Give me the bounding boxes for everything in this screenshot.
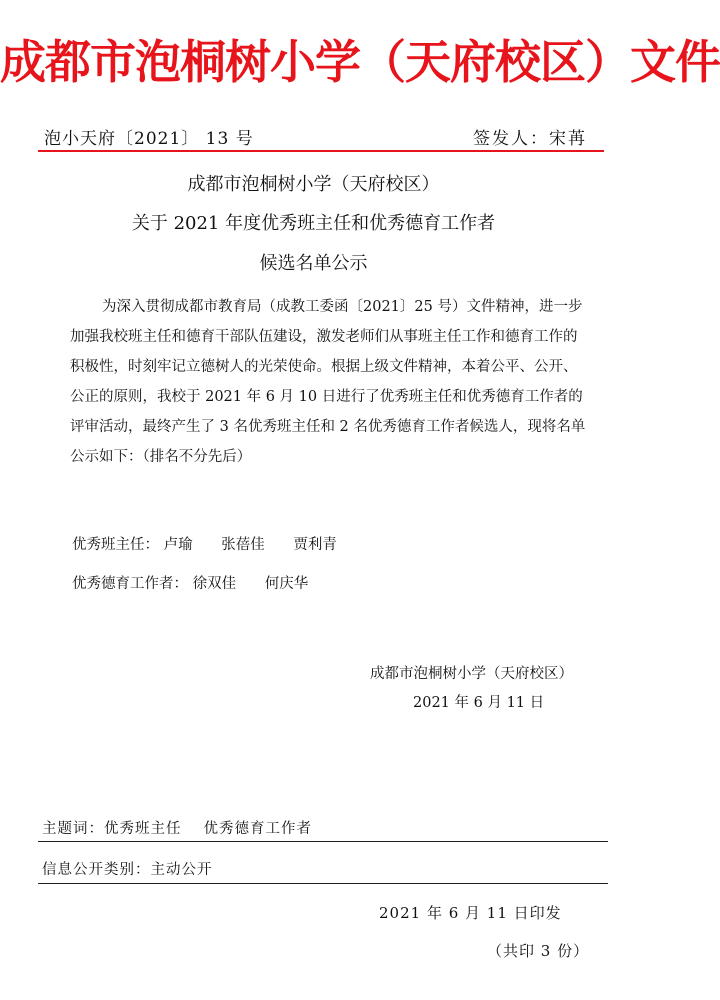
candidate-name: 卢瑜 <box>163 537 193 553</box>
signature-organization: 成都市泡桐树小学（天府校区） <box>370 666 573 682</box>
print-date: 2021 年 6 月 11 日印发 <box>379 904 562 922</box>
document-number: 泡小天府〔2021〕 13 号 <box>44 129 254 149</box>
candidate-name: 张蓓佳 <box>221 537 265 553</box>
notice-title-line-3: 候选名单公示 <box>259 253 368 274</box>
issuer: 签发人：宋苒 <box>473 129 587 149</box>
candidate-name: 贾利青 <box>293 537 337 553</box>
document-header-title: 成都市泡桐树小学（天府校区）文件 <box>0 35 720 89</box>
header-red-rule <box>38 150 604 152</box>
print-copies: （共印 3 份） <box>487 942 590 960</box>
notice-title-line-2: 关于 2021 年度优秀班主任和优秀德育工作者 <box>131 213 496 234</box>
keywords-label: 主题词： <box>42 821 104 837</box>
keyword: 优秀班主任 <box>104 821 182 837</box>
notice-body-text: 为深入贯彻成都市教育局（成教工委函〔2021〕25 号）文件精神，进一步加强我校班主任和德育干部队伍建设，激发老师们从事班主任工作和德育工作的积极性，时刻牢记立德树人的光荣使命。根据上级文件精神，本着公平、公开、公正的原则，我校于 2021 年 6 月 10 日进行了优秀班主任和优秀德育工作者的评审活动，最终产生了 3 名优秀班主任和 2 名优秀德育工作者候选人，现将名单公示如下：（排名不分先后） <box>70 299 586 465</box>
footer-divider <box>38 841 608 842</box>
disclosure-category: 信息公开类别：主动公开 <box>42 862 213 878</box>
notice-title-line-1: 成都市泡桐树小学（天府校区） <box>187 174 440 195</box>
candidate-list-teachers <box>72 533 361 554</box>
candidate-name: 何庆华 <box>264 576 309 592</box>
candidate-label-teachers: 优秀班主任： <box>72 537 159 553</box>
candidate-label-moral: 优秀德育工作者： <box>72 576 188 592</box>
candidate-list-moral-educators <box>72 572 332 593</box>
footer-divider <box>38 883 608 884</box>
keywords-line <box>42 817 312 838</box>
notice-body <box>70 292 590 472</box>
candidate-name: 徐双佳 <box>192 576 237 592</box>
signature-date: 2021 年 6 月 11 日 <box>413 695 545 711</box>
keyword: 优秀德育工作者 <box>203 821 312 837</box>
